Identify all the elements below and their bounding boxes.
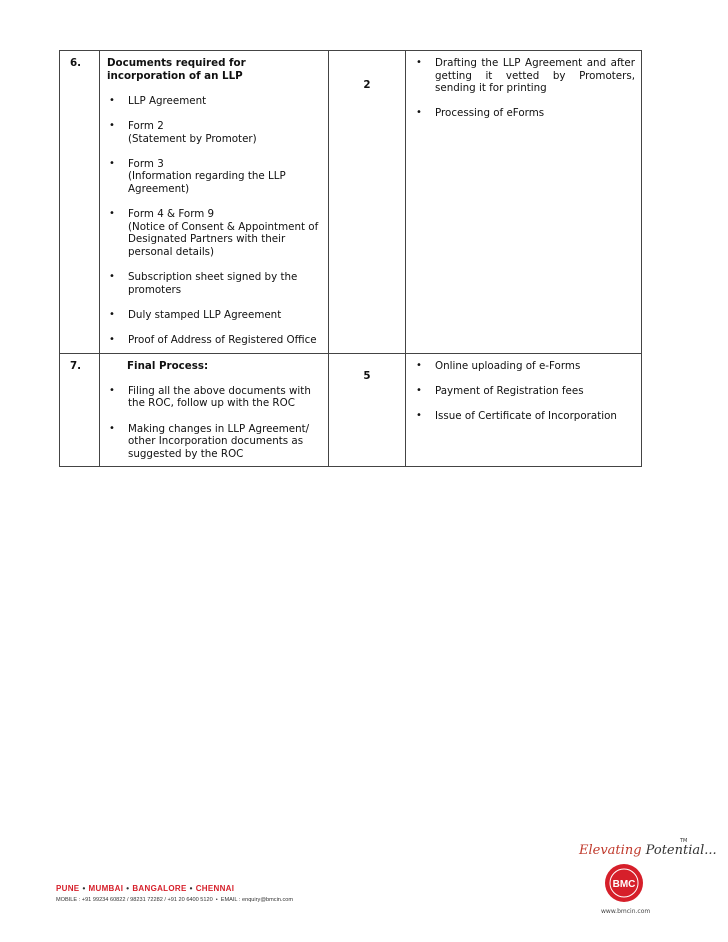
activity-text: Payment of Registration fees bbox=[435, 384, 584, 397]
bullet-icon: • bbox=[109, 422, 115, 434]
city-name: CHENNAI bbox=[195, 884, 235, 893]
activity-text: Issue of Certificate of Incorporation bbox=[435, 410, 617, 423]
city-separator: • bbox=[189, 884, 193, 893]
row-time: 2 bbox=[363, 79, 371, 91]
row-heading: Final Process: bbox=[127, 359, 209, 372]
document-list bbox=[107, 95, 322, 347]
list-item bbox=[107, 120, 322, 145]
list-item-line: Duly stamped LLP Agreement bbox=[128, 308, 282, 321]
list-item-line: personal details) bbox=[128, 245, 215, 258]
bullet-icon: • bbox=[109, 384, 115, 396]
list-item bbox=[414, 385, 635, 398]
row-documents-cell bbox=[100, 51, 329, 354]
list-item-line: the ROC, follow up with the ROC bbox=[128, 397, 295, 410]
city-name: MUMBAI bbox=[88, 884, 124, 893]
list-item-line: Form 3 bbox=[128, 157, 164, 170]
list-item-line: Making changes in LLP Agreement/ bbox=[128, 422, 310, 435]
list-item bbox=[107, 385, 322, 410]
list-item bbox=[107, 423, 322, 461]
city-separator: • bbox=[82, 884, 86, 893]
list-item-line: promoters bbox=[128, 283, 182, 296]
website: www.bmcin.com bbox=[601, 908, 651, 915]
row-activities-cell bbox=[406, 353, 642, 467]
activity-text: Online uploading of e-Forms bbox=[435, 359, 581, 372]
bullet-icon: • bbox=[109, 119, 115, 131]
list-item-line: (Information regarding the LLP bbox=[128, 170, 286, 183]
row-time-cell bbox=[329, 353, 406, 467]
process-table bbox=[59, 50, 642, 467]
tagline-rest: Potential... bbox=[641, 843, 717, 858]
bullet-icon: • bbox=[109, 308, 115, 320]
activity-text: Drafting the LLP Agreement and after getting it vetted by Promoters, sending it for printing bbox=[435, 57, 635, 95]
list-item-line: (Notice of Consent & Appointment of bbox=[128, 220, 319, 233]
list-item-line: suggested by the ROC bbox=[128, 447, 244, 460]
contact-mobile: MOBILE : +91 99234 60822 / 98231 72282 / +91 20 6400 5120 bbox=[56, 897, 213, 903]
list-item bbox=[107, 158, 322, 196]
bullet-icon: • bbox=[109, 334, 115, 346]
bullet-icon: • bbox=[416, 57, 422, 68]
bmc-logo bbox=[603, 862, 645, 904]
list-item bbox=[414, 360, 635, 373]
row-number: 7. bbox=[60, 353, 100, 467]
city-name: PUNE bbox=[56, 884, 80, 893]
bullet-icon: • bbox=[416, 359, 422, 371]
list-item bbox=[107, 95, 322, 108]
list-item bbox=[414, 57, 635, 95]
bullet-icon: • bbox=[416, 384, 422, 396]
list-item-line: (Statement by Promoter) bbox=[128, 132, 257, 145]
bullet-icon: • bbox=[109, 157, 115, 169]
bullet-icon: • bbox=[416, 107, 422, 119]
list-item-line: Agreement) bbox=[128, 182, 190, 195]
city-separator: • bbox=[126, 884, 130, 893]
activity-list bbox=[414, 57, 635, 120]
list-item-line: Subscription sheet signed by the bbox=[128, 271, 298, 284]
list-item bbox=[414, 107, 635, 120]
document-list bbox=[107, 385, 322, 461]
city-list bbox=[56, 884, 234, 893]
bullet-icon: • bbox=[416, 410, 422, 422]
city-name: BANGALORE bbox=[132, 884, 187, 893]
table-row bbox=[60, 51, 642, 354]
list-item bbox=[107, 208, 322, 258]
tagline bbox=[579, 843, 717, 858]
list-item bbox=[107, 334, 322, 347]
bullet-icon: • bbox=[109, 208, 115, 220]
row-documents-cell bbox=[100, 353, 329, 467]
list-item bbox=[414, 410, 635, 423]
list-item-line: Designated Partners with their bbox=[128, 233, 286, 246]
list-item-line: Filing all the above documents with bbox=[128, 384, 311, 397]
list-item-line: Form 2 bbox=[128, 119, 164, 132]
row-time: 5 bbox=[363, 369, 371, 382]
row-heading: Documents required for incorporation of an LLP bbox=[107, 57, 246, 82]
activity-text: Processing of eForms bbox=[435, 107, 545, 120]
activity-list bbox=[414, 360, 635, 423]
row-number: 6. bbox=[60, 51, 100, 354]
list-item bbox=[107, 309, 322, 322]
table-row bbox=[60, 353, 642, 467]
trademark-mark: TM bbox=[680, 838, 688, 844]
list-item-line: Proof of Address of Registered Office bbox=[128, 334, 317, 347]
row-time-cell bbox=[329, 51, 406, 354]
contact-line bbox=[56, 897, 293, 903]
contact-separator: • bbox=[215, 897, 218, 903]
bullet-icon: • bbox=[109, 271, 115, 283]
list-item-line: Form 4 & Form 9 bbox=[128, 208, 215, 221]
bullet-icon: • bbox=[109, 94, 115, 106]
logo-text: BMC bbox=[612, 879, 636, 890]
list-item bbox=[107, 271, 322, 296]
row-activities-cell bbox=[406, 51, 642, 354]
tagline-first-word: Elevating bbox=[579, 843, 642, 858]
contact-email: EMAIL : enquiry@bmcin.com bbox=[220, 897, 294, 903]
list-item-line: other Incorporation documents as bbox=[128, 435, 304, 448]
list-item-line: LLP Agreement bbox=[128, 94, 207, 107]
